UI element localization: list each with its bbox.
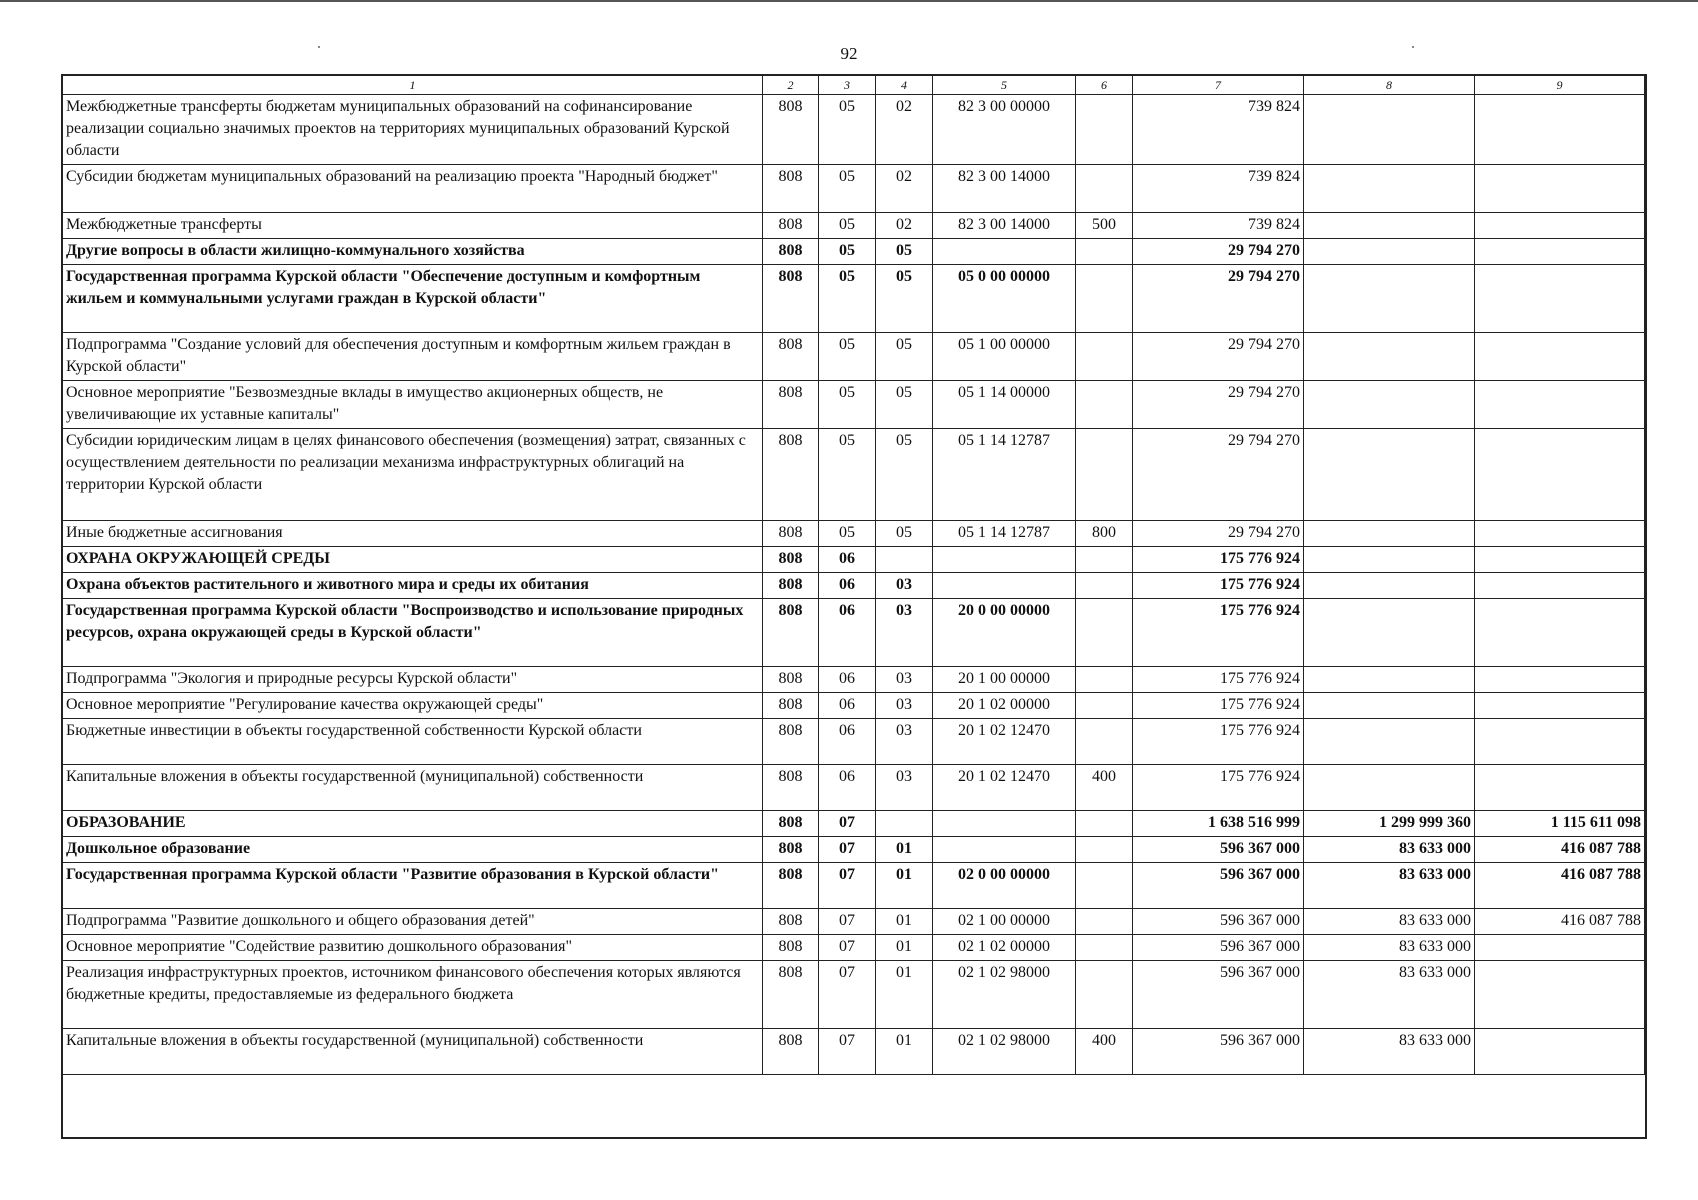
col-subsection: 01 — [876, 837, 933, 863]
row-name: Подпрограмма "Создание условий для обеспечения доступным и комфортным жильем граждан в Курской области" — [63, 333, 763, 381]
col-amount-9 — [1475, 935, 1645, 961]
col-expense-type — [1076, 95, 1133, 165]
col-amount-9 — [1475, 1029, 1645, 1075]
col-amount-7: 739 824 — [1133, 213, 1304, 239]
row-name: Государственная программа Курской области "Развитие образования в Курской области" — [63, 863, 763, 909]
col-ministry-code: 808 — [763, 95, 819, 165]
col-amount-8: 83 633 000 — [1304, 863, 1475, 909]
col-subsection: 03 — [876, 719, 933, 765]
col-amount-9 — [1475, 547, 1645, 573]
col-amount-9 — [1475, 165, 1645, 213]
col-amount-9 — [1475, 95, 1645, 165]
col-amount-9 — [1475, 239, 1645, 265]
col-target-article: 02 0 00 00000 — [933, 863, 1076, 909]
col-amount-7: 1 638 516 999 — [1133, 811, 1304, 837]
col-target-article: 05 0 00 00000 — [933, 265, 1076, 333]
col-amount-8: 83 633 000 — [1304, 935, 1475, 961]
row-name: Капитальные вложения в объекты государственной (муниципальной) собственности — [63, 765, 763, 811]
col-amount-8 — [1304, 667, 1475, 693]
col-section: 05 — [819, 95, 876, 165]
header-cell: 5 — [933, 76, 1076, 95]
col-amount-7: 596 367 000 — [1133, 1029, 1304, 1075]
col-subsection: 02 — [876, 213, 933, 239]
col-amount-9 — [1475, 667, 1645, 693]
col-amount-7: 596 367 000 — [1133, 961, 1304, 1029]
col-ministry-code: 808 — [763, 573, 819, 599]
col-section: 05 — [819, 521, 876, 547]
col-amount-9 — [1475, 333, 1645, 381]
table-row — [63, 165, 1645, 213]
col-subsection: 05 — [876, 239, 933, 265]
col-amount-9 — [1475, 693, 1645, 719]
col-amount-9 — [1475, 381, 1645, 429]
row-name: Государственная программа Курской области "Обеспечение доступным и комфортным жильем и коммунальными услугами граждан в Курской области" — [63, 265, 763, 333]
row-name: Другие вопросы в области жилищно-коммунального хозяйства — [63, 239, 763, 265]
col-subsection: 02 — [876, 95, 933, 165]
col-amount-7: 596 367 000 — [1133, 837, 1304, 863]
col-expense-type — [1076, 573, 1133, 599]
col-target-article: 05 1 00 00000 — [933, 333, 1076, 381]
table-body — [63, 95, 1645, 1075]
table-row — [63, 719, 1645, 765]
row-name: Подпрограмма "Развитие дошкольного и общего образования детей" — [63, 909, 763, 935]
header-cell: 9 — [1475, 76, 1645, 95]
col-section: 07 — [819, 837, 876, 863]
row-name: Подпрограмма "Экология и природные ресурсы Курской области" — [63, 667, 763, 693]
col-amount-9 — [1475, 265, 1645, 333]
col-ministry-code: 808 — [763, 693, 819, 719]
row-name: Охрана объектов растительного и животного мира и среды их обитания — [63, 573, 763, 599]
col-expense-type: 400 — [1076, 1029, 1133, 1075]
col-amount-8 — [1304, 521, 1475, 547]
table-row — [63, 573, 1645, 599]
header-cell: 2 — [763, 76, 819, 95]
col-subsection: 01 — [876, 909, 933, 935]
col-ministry-code: 808 — [763, 765, 819, 811]
col-amount-8 — [1304, 573, 1475, 599]
col-expense-type — [1076, 837, 1133, 863]
row-name: ОБРАЗОВАНИЕ — [63, 811, 763, 837]
row-name: Капитальные вложения в объекты государственной (муниципальной) собственности — [63, 1029, 763, 1075]
col-amount-8 — [1304, 693, 1475, 719]
col-ministry-code: 808 — [763, 935, 819, 961]
col-expense-type — [1076, 547, 1133, 573]
row-name: Основное мероприятие "Безвозмездные вклады в имущество акционерных обществ, не увеличивающие их уставные капиталы" — [63, 381, 763, 429]
page-top-edge — [0, 0, 1698, 2]
col-section: 06 — [819, 765, 876, 811]
col-amount-8: 83 633 000 — [1304, 909, 1475, 935]
col-subsection: 05 — [876, 333, 933, 381]
col-subsection: 03 — [876, 667, 933, 693]
table-row — [63, 1029, 1645, 1075]
row-name: Государственная программа Курской области "Воспроизводство и использование природных ресурсов, охрана окружающей среды в Курской области" — [63, 599, 763, 667]
col-subsection: 03 — [876, 765, 933, 811]
col-amount-7: 29 794 270 — [1133, 429, 1304, 521]
col-target-article: 82 3 00 14000 — [933, 213, 1076, 239]
col-amount-7: 29 794 270 — [1133, 521, 1304, 547]
col-amount-9: 1 115 611 098 — [1475, 811, 1645, 837]
col-section: 05 — [819, 239, 876, 265]
col-amount-8: 83 633 000 — [1304, 837, 1475, 863]
col-subsection — [876, 547, 933, 573]
col-expense-type — [1076, 381, 1133, 429]
table-row — [63, 333, 1645, 381]
table-row — [63, 381, 1645, 429]
col-amount-9: 416 087 788 — [1475, 909, 1645, 935]
row-name: Субсидии юридическим лицам в целях финансового обеспечения (возмещения) затрат, связанных с осуществлением деятельности по реализации механизма инфраструктурных облигаций на территории Курской области — [63, 429, 763, 521]
col-expense-type — [1076, 667, 1133, 693]
col-expense-type — [1076, 693, 1133, 719]
row-name: Межбюджетные трансферты — [63, 213, 763, 239]
col-ministry-code: 808 — [763, 239, 819, 265]
col-amount-7: 175 776 924 — [1133, 719, 1304, 765]
col-amount-8: 83 633 000 — [1304, 1029, 1475, 1075]
col-amount-9 — [1475, 521, 1645, 547]
header-row — [63, 76, 1645, 95]
page-number: 92 — [840, 44, 858, 63]
col-amount-8: 83 633 000 — [1304, 961, 1475, 1029]
col-amount-7: 175 776 924 — [1133, 765, 1304, 811]
col-subsection: 01 — [876, 961, 933, 1029]
col-subsection: 05 — [876, 429, 933, 521]
col-section: 05 — [819, 333, 876, 381]
col-expense-type — [1076, 599, 1133, 667]
col-expense-type — [1076, 239, 1133, 265]
col-section: 06 — [819, 667, 876, 693]
col-target-article: 02 1 02 98000 — [933, 1029, 1076, 1075]
col-amount-9: 416 087 788 — [1475, 863, 1645, 909]
table-row — [63, 213, 1645, 239]
col-target-article: 02 1 02 98000 — [933, 961, 1076, 1029]
col-amount-8 — [1304, 213, 1475, 239]
col-ministry-code: 808 — [763, 811, 819, 837]
col-section: 06 — [819, 719, 876, 765]
col-ministry-code: 808 — [763, 961, 819, 1029]
col-target-article: 82 3 00 14000 — [933, 165, 1076, 213]
col-section: 07 — [819, 961, 876, 1029]
table-row — [63, 693, 1645, 719]
header-cell: 7 — [1133, 76, 1304, 95]
header-cell: 1 — [63, 76, 763, 95]
col-subsection: 02 — [876, 165, 933, 213]
col-amount-7: 29 794 270 — [1133, 333, 1304, 381]
col-subsection: 05 — [876, 381, 933, 429]
col-subsection: 03 — [876, 573, 933, 599]
col-section: 07 — [819, 909, 876, 935]
col-amount-8 — [1304, 381, 1475, 429]
row-name: ОХРАНА ОКРУЖАЮЩЕЙ СРЕДЫ — [63, 547, 763, 573]
col-section: 07 — [819, 863, 876, 909]
col-amount-7: 596 367 000 — [1133, 909, 1304, 935]
col-target-article: 02 1 00 00000 — [933, 909, 1076, 935]
col-ministry-code: 808 — [763, 333, 819, 381]
table-row — [63, 935, 1645, 961]
row-name: Межбюджетные трансферты бюджетам муниципальных образований на софинансирование реализации социально значимых проектов на территориях муниципальных образований Курской области — [63, 95, 763, 165]
col-target-article: 20 1 00 00000 — [933, 667, 1076, 693]
table-row — [63, 837, 1645, 863]
col-expense-type — [1076, 811, 1133, 837]
table-row — [63, 961, 1645, 1029]
col-section: 07 — [819, 811, 876, 837]
col-target-article — [933, 811, 1076, 837]
col-amount-8 — [1304, 719, 1475, 765]
col-target-article — [933, 547, 1076, 573]
col-amount-9 — [1475, 213, 1645, 239]
col-amount-9 — [1475, 429, 1645, 521]
col-subsection: 01 — [876, 1029, 933, 1075]
col-amount-9 — [1475, 719, 1645, 765]
col-ministry-code: 808 — [763, 719, 819, 765]
col-ministry-code: 808 — [763, 429, 819, 521]
col-target-article: 82 3 00 00000 — [933, 95, 1076, 165]
col-ministry-code: 808 — [763, 165, 819, 213]
col-amount-9 — [1475, 765, 1645, 811]
table-row — [63, 429, 1645, 521]
col-section: 07 — [819, 1029, 876, 1075]
col-target-article — [933, 573, 1076, 599]
col-expense-type: 800 — [1076, 521, 1133, 547]
col-amount-9 — [1475, 961, 1645, 1029]
header-cell: 3 — [819, 76, 876, 95]
table-row — [63, 265, 1645, 333]
col-target-article — [933, 239, 1076, 265]
col-amount-7: 175 776 924 — [1133, 667, 1304, 693]
col-section: 06 — [819, 547, 876, 573]
col-target-article: 05 1 14 12787 — [933, 429, 1076, 521]
col-amount-8 — [1304, 265, 1475, 333]
col-section: 05 — [819, 213, 876, 239]
col-amount-8 — [1304, 239, 1475, 265]
header-cell: 4 — [876, 76, 933, 95]
col-amount-9: 416 087 788 — [1475, 837, 1645, 863]
col-ministry-code: 808 — [763, 265, 819, 333]
col-target-article: 05 1 14 00000 — [933, 381, 1076, 429]
col-ministry-code: 808 — [763, 599, 819, 667]
row-name: Дошкольное образование — [63, 837, 763, 863]
col-subsection — [876, 811, 933, 837]
col-expense-type: 400 — [1076, 765, 1133, 811]
row-name: Основное мероприятие "Содействие развитию дошкольного образования" — [63, 935, 763, 961]
col-ministry-code: 808 — [763, 521, 819, 547]
col-amount-9 — [1475, 599, 1645, 667]
col-section: 05 — [819, 265, 876, 333]
header-cell: 8 — [1304, 76, 1475, 95]
col-target-article — [933, 837, 1076, 863]
col-expense-type — [1076, 165, 1133, 213]
col-section: 05 — [819, 429, 876, 521]
row-name: Субсидии бюджетам муниципальных образований на реализацию проекта "Народный бюджет" — [63, 165, 763, 213]
col-section: 05 — [819, 381, 876, 429]
col-amount-8 — [1304, 95, 1475, 165]
col-expense-type — [1076, 719, 1133, 765]
col-expense-type — [1076, 935, 1133, 961]
col-expense-type — [1076, 863, 1133, 909]
col-section: 06 — [819, 693, 876, 719]
col-amount-7: 739 824 — [1133, 95, 1304, 165]
col-section: 05 — [819, 165, 876, 213]
col-subsection: 03 — [876, 693, 933, 719]
col-target-article: 20 1 02 00000 — [933, 693, 1076, 719]
col-ministry-code: 808 — [763, 837, 819, 863]
row-name: Бюджетные инвестиции в объекты государственной собственности Курской области — [63, 719, 763, 765]
col-ministry-code: 808 — [763, 547, 819, 573]
col-amount-7: 596 367 000 — [1133, 935, 1304, 961]
col-target-article: 20 0 00 00000 — [933, 599, 1076, 667]
col-ministry-code: 808 — [763, 667, 819, 693]
table-row — [63, 909, 1645, 935]
col-amount-7: 739 824 — [1133, 165, 1304, 213]
table-row — [63, 95, 1645, 165]
col-expense-type — [1076, 429, 1133, 521]
table-row — [63, 667, 1645, 693]
header-cell: 6 — [1076, 76, 1133, 95]
row-name: Основное мероприятие "Регулирование качества окружающей среды" — [63, 693, 763, 719]
col-amount-7: 175 776 924 — [1133, 693, 1304, 719]
col-subsection: 01 — [876, 863, 933, 909]
col-amount-8 — [1304, 599, 1475, 667]
col-amount-8 — [1304, 547, 1475, 573]
col-ministry-code: 808 — [763, 909, 819, 935]
col-expense-type — [1076, 265, 1133, 333]
col-ministry-code: 808 — [763, 863, 819, 909]
col-expense-type — [1076, 333, 1133, 381]
table-row — [63, 547, 1645, 573]
col-amount-7: 29 794 270 — [1133, 381, 1304, 429]
col-expense-type — [1076, 961, 1133, 1029]
col-expense-type — [1076, 909, 1133, 935]
col-target-article: 02 1 02 00000 — [933, 935, 1076, 961]
col-target-article: 20 1 02 12470 — [933, 719, 1076, 765]
col-ministry-code: 808 — [763, 381, 819, 429]
table-row — [63, 239, 1645, 265]
col-amount-8 — [1304, 429, 1475, 521]
table-row — [63, 599, 1645, 667]
row-name: Реализация инфраструктурных проектов, источником финансового обеспечения которых являются бюджетные кредиты, предоставляемые из федерального бюджета — [63, 961, 763, 1029]
col-amount-7: 29 794 270 — [1133, 265, 1304, 333]
col-amount-8 — [1304, 165, 1475, 213]
col-amount-9 — [1475, 573, 1645, 599]
col-amount-7: 29 794 270 — [1133, 239, 1304, 265]
col-target-article: 05 1 14 12787 — [933, 521, 1076, 547]
col-subsection: 03 — [876, 599, 933, 667]
table-row — [63, 521, 1645, 547]
table-row — [63, 863, 1645, 909]
budget-table — [62, 75, 1645, 1075]
col-subsection: 05 — [876, 521, 933, 547]
col-subsection: 05 — [876, 265, 933, 333]
table-row — [63, 811, 1645, 837]
col-amount-8 — [1304, 765, 1475, 811]
col-ministry-code: 808 — [763, 1029, 819, 1075]
col-amount-7: 175 776 924 — [1133, 599, 1304, 667]
col-target-article: 20 1 02 12470 — [933, 765, 1076, 811]
col-amount-7: 175 776 924 — [1133, 547, 1304, 573]
col-ministry-code: 808 — [763, 213, 819, 239]
col-amount-8 — [1304, 333, 1475, 381]
col-amount-7: 175 776 924 — [1133, 573, 1304, 599]
col-amount-8: 1 299 999 360 — [1304, 811, 1475, 837]
col-subsection: 01 — [876, 935, 933, 961]
table-row — [63, 765, 1645, 811]
col-section: 07 — [819, 935, 876, 961]
col-amount-7: 596 367 000 — [1133, 863, 1304, 909]
col-expense-type: 500 — [1076, 213, 1133, 239]
col-section: 06 — [819, 599, 876, 667]
col-section: 06 — [819, 573, 876, 599]
row-name: Иные бюджетные ассигнования — [63, 521, 763, 547]
